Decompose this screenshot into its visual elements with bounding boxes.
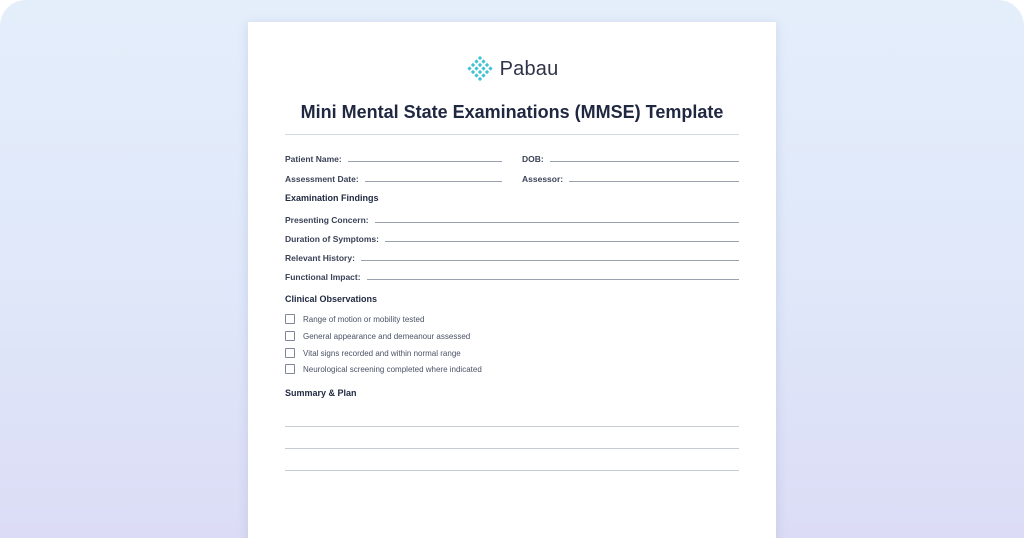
observation-item-neurological[interactable] (285, 363, 482, 375)
assessment-date-field[interactable] (285, 170, 502, 184)
summary-line[interactable] (285, 470, 739, 471)
write-line (348, 161, 502, 162)
brand-logo (248, 54, 776, 84)
field-label: Assessor: (522, 174, 564, 184)
form-title: Mini Mental State Examinations (MMSE) Template (300, 102, 724, 122)
form-sheet (248, 22, 776, 538)
write-line (367, 279, 739, 280)
field-label: Functional Impact: (285, 272, 361, 282)
observation-item-vitals[interactable] (285, 347, 461, 359)
patient-name-field[interactable] (285, 150, 502, 164)
checkbox[interactable] (285, 314, 295, 324)
checkbox-label: Range of motion or mobility tested (303, 314, 425, 324)
pabau-diamond-icon (466, 56, 494, 82)
observation-item-mobility[interactable] (285, 313, 424, 325)
checkbox[interactable] (285, 331, 295, 341)
title-divider (285, 134, 739, 135)
checkbox-label: Neurological screening completed where indicated (303, 364, 482, 374)
field-label: Duration of Symptoms: (285, 234, 379, 244)
checkbox-label: General appearance and demeanour assessed (303, 331, 471, 341)
field-label: Relevant History: (285, 253, 355, 263)
write-line (365, 181, 502, 182)
examination-heading: Examination Findings (285, 193, 379, 203)
assessor-field[interactable] (522, 170, 739, 184)
checkbox-label: Vital signs recorded and within normal range (303, 348, 461, 358)
summary-line[interactable] (285, 448, 739, 449)
functional-impact-field[interactable] (285, 268, 739, 282)
summary-line[interactable] (285, 426, 739, 427)
field-label: Patient Name: (285, 154, 342, 164)
write-line (375, 222, 739, 223)
duration-of-symptoms-field[interactable] (285, 230, 739, 244)
dob-field[interactable] (522, 150, 739, 164)
write-line (569, 181, 739, 182)
summary-heading: Summary & Plan (285, 388, 357, 398)
checkbox[interactable] (285, 348, 295, 358)
checkbox[interactable] (285, 364, 295, 374)
field-label: DOB: (522, 154, 544, 164)
write-line (385, 241, 739, 242)
observation-item-appearance[interactable] (285, 330, 470, 342)
field-label: Assessment Date: (285, 174, 359, 184)
field-label: Presenting Concern: (285, 215, 369, 225)
brand-name: Pabau (499, 57, 559, 80)
presenting-concern-field[interactable] (285, 211, 739, 225)
relevant-history-field[interactable] (285, 249, 739, 263)
write-line (361, 260, 739, 261)
observations-heading: Clinical Observations (285, 294, 378, 304)
write-line (550, 161, 739, 162)
